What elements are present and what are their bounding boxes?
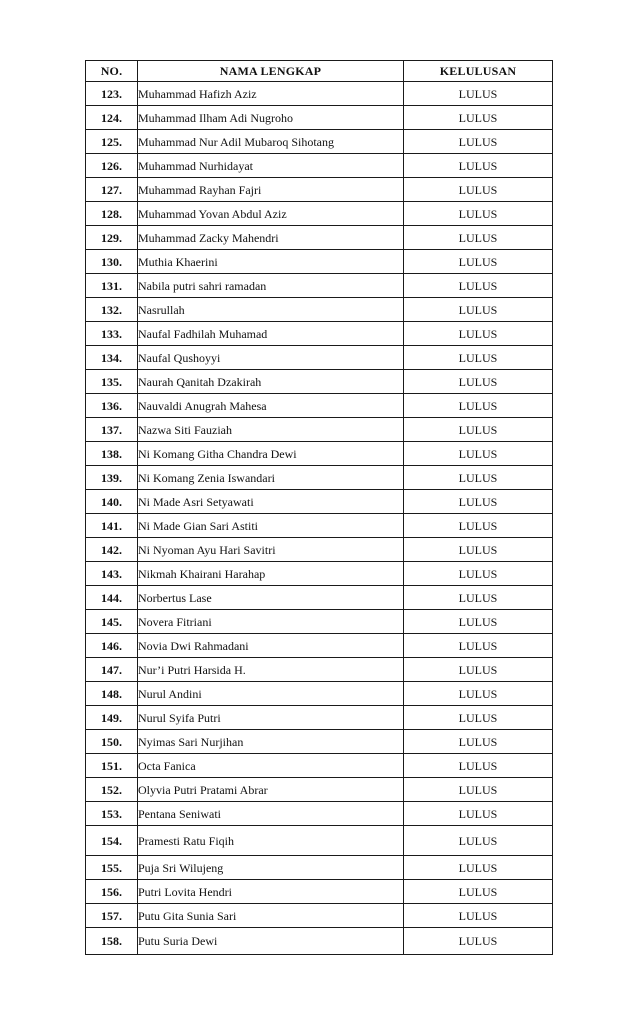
row-number-cell: 127. xyxy=(86,178,138,202)
column-header-kelulusan: KELULUSAN xyxy=(404,61,553,82)
graduation-status-cell: LULUS xyxy=(404,802,553,826)
student-name-cell: Nazwa Siti Fauziah xyxy=(138,418,404,442)
column-header-nama-lengkap: NAMA LENGKAP xyxy=(138,61,404,82)
row-number-cell: 124. xyxy=(86,106,138,130)
table-row xyxy=(86,658,553,682)
row-number-cell: 126. xyxy=(86,154,138,178)
student-name-cell: Norbertus Lase xyxy=(138,586,404,610)
table-row xyxy=(86,298,553,322)
table-row xyxy=(86,754,553,778)
student-name-cell: Puja Sri Wilujeng xyxy=(138,856,404,880)
row-number-cell: 134. xyxy=(86,346,138,370)
table-header xyxy=(86,61,553,82)
row-number-cell: 143. xyxy=(86,562,138,586)
graduation-status-cell: LULUS xyxy=(404,754,553,778)
student-name-cell: Novia Dwi Rahmadani xyxy=(138,634,404,658)
graduation-status-cell: LULUS xyxy=(404,730,553,754)
graduation-status-cell: LULUS xyxy=(404,514,553,538)
row-number-cell: 130. xyxy=(86,250,138,274)
graduation-status-cell: LULUS xyxy=(404,106,553,130)
row-number-cell: 147. xyxy=(86,658,138,682)
student-name-cell: Naurah Qanitah Dzakirah xyxy=(138,370,404,394)
graduation-status-cell: LULUS xyxy=(404,154,553,178)
row-number-cell: 131. xyxy=(86,274,138,298)
student-name-cell: Ni Nyoman Ayu Hari Savitri xyxy=(138,538,404,562)
table-body xyxy=(86,82,553,955)
graduation-status-cell: LULUS xyxy=(404,418,553,442)
table-row xyxy=(86,250,553,274)
row-number-cell: 146. xyxy=(86,634,138,658)
row-number-cell: 140. xyxy=(86,490,138,514)
table-row xyxy=(86,586,553,610)
graduation-results-table xyxy=(85,60,553,955)
row-number-cell: 125. xyxy=(86,130,138,154)
row-number-cell: 139. xyxy=(86,466,138,490)
student-name-cell: Ni Komang Githa Chandra Dewi xyxy=(138,442,404,466)
table-row xyxy=(86,856,553,880)
row-number-cell: 135. xyxy=(86,370,138,394)
graduation-status-cell: LULUS xyxy=(404,370,553,394)
table-row xyxy=(86,370,553,394)
graduation-status-cell: LULUS xyxy=(404,250,553,274)
graduation-status-cell: LULUS xyxy=(404,322,553,346)
row-number-cell: 145. xyxy=(86,610,138,634)
row-number-cell: 153. xyxy=(86,802,138,826)
row-number-cell: 128. xyxy=(86,202,138,226)
graduation-status-cell: LULUS xyxy=(404,130,553,154)
student-name-cell: Muhammad Yovan Abdul Aziz xyxy=(138,202,404,226)
graduation-status-cell: LULUS xyxy=(404,682,553,706)
table-row xyxy=(86,826,553,856)
table-row xyxy=(86,802,553,826)
graduation-status-cell: LULUS xyxy=(404,706,553,730)
column-header-no: NO. xyxy=(86,61,138,82)
student-name-cell: Putu Gita Sunia Sari xyxy=(138,904,404,928)
student-name-cell: Pentana Seniwati xyxy=(138,802,404,826)
table-row xyxy=(86,82,553,106)
row-number-cell: 157. xyxy=(86,904,138,928)
student-name-cell: Naufal Qushoyyi xyxy=(138,346,404,370)
student-name-cell: Naufal Fadhilah Muhamad xyxy=(138,322,404,346)
row-number-cell: 142. xyxy=(86,538,138,562)
row-number-cell: 137. xyxy=(86,418,138,442)
row-number-cell: 150. xyxy=(86,730,138,754)
student-name-cell: Octa Fanica xyxy=(138,754,404,778)
student-name-cell: Muhammad Ilham Adi Nugroho xyxy=(138,106,404,130)
table-header-row xyxy=(86,61,553,82)
graduation-status-cell: LULUS xyxy=(404,466,553,490)
student-name-cell: Muhammad Nurhidayat xyxy=(138,154,404,178)
row-number-cell: 144. xyxy=(86,586,138,610)
student-name-cell: Muhammad Hafizh Aziz xyxy=(138,82,404,106)
student-name-cell: Putri Lovita Hendri xyxy=(138,880,404,904)
graduation-status-cell: LULUS xyxy=(404,856,553,880)
student-name-cell: Nyimas Sari Nurjihan xyxy=(138,730,404,754)
student-name-cell: Novera Fitriani xyxy=(138,610,404,634)
student-name-cell: Nasrullah xyxy=(138,298,404,322)
table-row xyxy=(86,538,553,562)
row-number-cell: 155. xyxy=(86,856,138,880)
table-row xyxy=(86,274,553,298)
row-number-cell: 152. xyxy=(86,778,138,802)
table-row xyxy=(86,904,553,928)
table-row xyxy=(86,490,553,514)
graduation-status-cell: LULUS xyxy=(404,610,553,634)
row-number-cell: 148. xyxy=(86,682,138,706)
student-name-cell: Nurul Andini xyxy=(138,682,404,706)
row-number-cell: 123. xyxy=(86,82,138,106)
row-number-cell: 151. xyxy=(86,754,138,778)
graduation-status-cell: LULUS xyxy=(404,880,553,904)
student-name-cell: Nabila putri sahri ramadan xyxy=(138,274,404,298)
table-row xyxy=(86,178,553,202)
graduation-status-cell: LULUS xyxy=(404,562,553,586)
row-number-cell: 136. xyxy=(86,394,138,418)
graduation-status-cell: LULUS xyxy=(404,346,553,370)
table-row xyxy=(86,562,553,586)
graduation-status-cell: LULUS xyxy=(404,178,553,202)
table-row xyxy=(86,634,553,658)
graduation-status-cell: LULUS xyxy=(404,202,553,226)
table-row xyxy=(86,610,553,634)
row-number-cell: 154. xyxy=(86,826,138,856)
table-row xyxy=(86,322,553,346)
graduation-status-cell: LULUS xyxy=(404,298,553,322)
student-name-cell: Ni Made Asri Setyawati xyxy=(138,490,404,514)
table-row xyxy=(86,778,553,802)
student-name-cell: Putu Suria Dewi xyxy=(138,928,404,955)
graduation-status-cell: LULUS xyxy=(404,826,553,856)
graduation-status-cell: LULUS xyxy=(404,394,553,418)
student-name-cell: Ni Made Gian Sari Astiti xyxy=(138,514,404,538)
graduation-status-cell: LULUS xyxy=(404,904,553,928)
row-number-cell: 156. xyxy=(86,880,138,904)
student-name-cell: Muhammad Zacky Mahendri xyxy=(138,226,404,250)
table-row xyxy=(86,706,553,730)
table-row xyxy=(86,130,553,154)
graduation-status-cell: LULUS xyxy=(404,538,553,562)
table-row xyxy=(86,418,553,442)
table-row xyxy=(86,442,553,466)
table-row xyxy=(86,202,553,226)
student-name-cell: Muhammad Nur Adil Mubaroq Sihotang xyxy=(138,130,404,154)
table-row xyxy=(86,682,553,706)
student-name-cell: Nauvaldi Anugrah Mahesa xyxy=(138,394,404,418)
table-row xyxy=(86,928,553,955)
graduation-status-cell: LULUS xyxy=(404,634,553,658)
graduation-status-cell: LULUS xyxy=(404,82,553,106)
table-row xyxy=(86,880,553,904)
student-name-cell: Muhammad Rayhan Fajri xyxy=(138,178,404,202)
student-name-cell: Nikmah Khairani Harahap xyxy=(138,562,404,586)
graduation-status-cell: LULUS xyxy=(404,442,553,466)
row-number-cell: 129. xyxy=(86,226,138,250)
graduation-status-cell: LULUS xyxy=(404,490,553,514)
student-name-cell: Pramesti Ratu Fiqih xyxy=(138,826,404,856)
table-row xyxy=(86,154,553,178)
student-name-cell: Nurul Syifa Putri xyxy=(138,706,404,730)
student-name-cell: Ni Komang Zenia Iswandari xyxy=(138,466,404,490)
row-number-cell: 158. xyxy=(86,928,138,955)
graduation-status-cell: LULUS xyxy=(404,778,553,802)
row-number-cell: 133. xyxy=(86,322,138,346)
table-row xyxy=(86,394,553,418)
graduation-status-cell: LULUS xyxy=(404,658,553,682)
row-number-cell: 149. xyxy=(86,706,138,730)
graduation-status-cell: LULUS xyxy=(404,274,553,298)
student-name-cell: Nur’i Putri Harsida H. xyxy=(138,658,404,682)
table-row xyxy=(86,730,553,754)
row-number-cell: 138. xyxy=(86,442,138,466)
table-row xyxy=(86,226,553,250)
graduation-status-cell: LULUS xyxy=(404,226,553,250)
graduation-status-cell: LULUS xyxy=(404,586,553,610)
table-row xyxy=(86,514,553,538)
table-row xyxy=(86,346,553,370)
student-name-cell: Olyvia Putri Pratami Abrar xyxy=(138,778,404,802)
row-number-cell: 141. xyxy=(86,514,138,538)
graduation-status-cell: LULUS xyxy=(404,928,553,955)
student-name-cell: Muthia Khaerini xyxy=(138,250,404,274)
table-row xyxy=(86,466,553,490)
row-number-cell: 132. xyxy=(86,298,138,322)
table-row xyxy=(86,106,553,130)
